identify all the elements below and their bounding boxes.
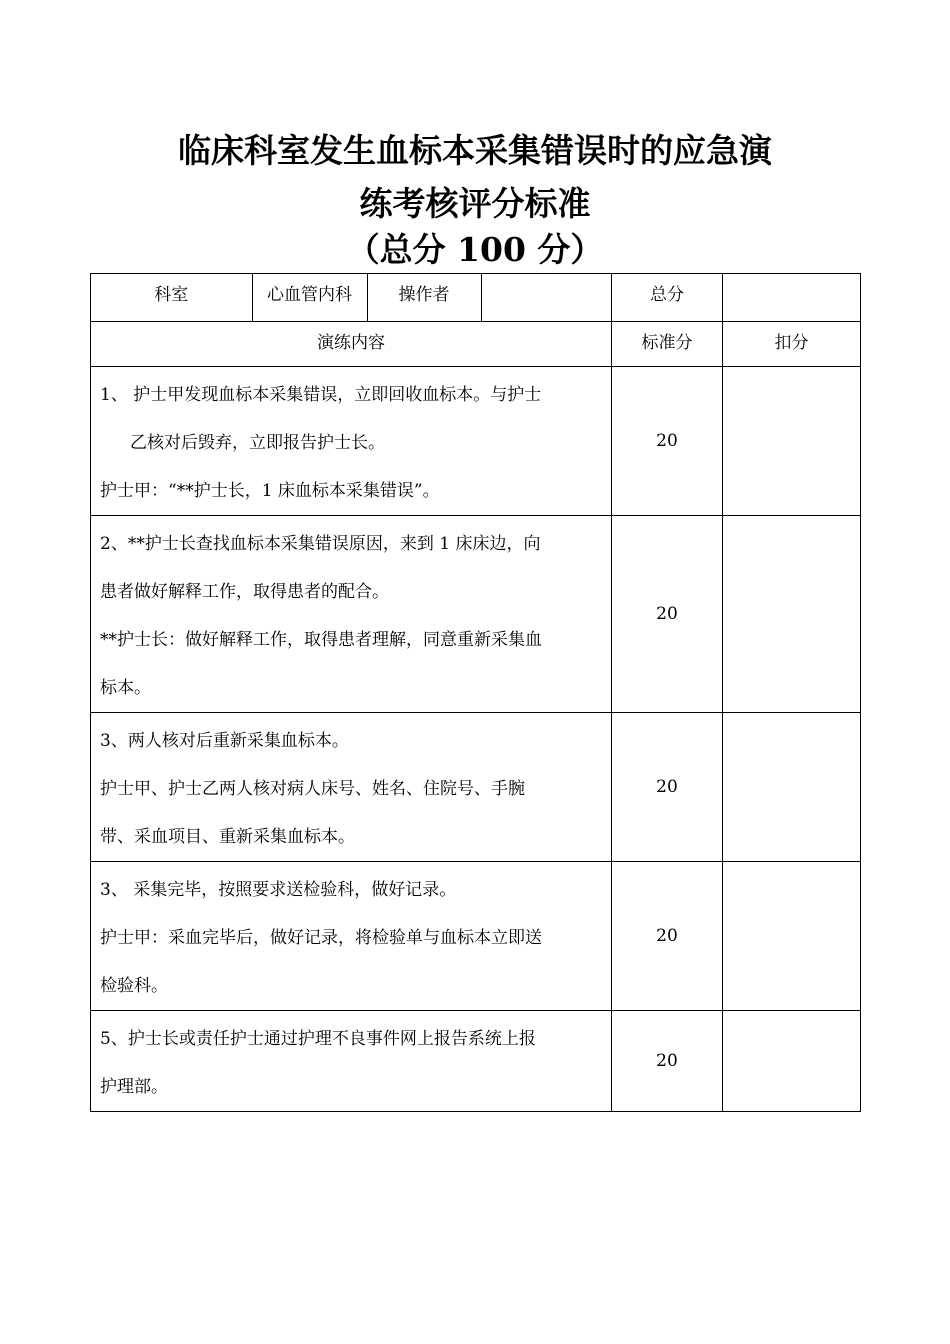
deduct-score <box>723 862 861 1011</box>
content-line: 5、护士长或责任护士通过护理不良事件网上报告系统上报 <box>100 1029 536 1049</box>
content-line: 护士甲：“**护士长，1 床血标本采集错误”。 <box>100 481 440 501</box>
standard-score: 20 <box>612 367 723 516</box>
standard-score: 20 <box>612 1011 723 1112</box>
content-line: 乙核对后毁弃，立即报告护士长。 <box>130 433 385 453</box>
table-row <box>91 367 861 516</box>
score-table <box>90 273 861 1112</box>
total-label: 总分 <box>612 274 723 322</box>
info-subtable <box>91 274 612 321</box>
info-cell <box>91 274 612 322</box>
drill-content <box>91 516 612 713</box>
document-title-line-1: 临床科室发生血标本采集错误时的应急演 <box>178 131 772 170</box>
document-title-line-2: 练考核评分标准 <box>359 184 591 223</box>
content-line: 护理部。 <box>100 1077 168 1097</box>
table-row <box>91 862 861 1011</box>
col-header-standard: 标准分 <box>612 322 723 367</box>
content-line: 3、 采集完毕，按照要求送检验科，做好记录。 <box>100 880 457 900</box>
deduct-score <box>723 1011 861 1112</box>
content-line: 带、采血项目、重新采集血标本。 <box>100 827 355 847</box>
content-line: 检验科。 <box>100 976 168 996</box>
drill-content <box>91 862 612 1011</box>
standard-score: 20 <box>612 862 723 1011</box>
column-header-row <box>91 322 861 367</box>
deduct-score <box>723 713 861 862</box>
standard-score: 20 <box>612 516 723 713</box>
content-line: 患者做好解释工作，取得患者的配合。 <box>100 582 389 602</box>
deduct-score <box>723 516 861 713</box>
content-line: 2、**护士长查找血标本采集错误原因，来到 1 床床边，向 <box>100 534 541 554</box>
operator-label: 操作者 <box>367 274 481 321</box>
content-line: **护士长：做好解释工作，取得患者理解，同意重新采集血 <box>100 630 542 650</box>
content-line: 标本。 <box>100 678 151 698</box>
content-line: 1、 护士甲发现血标本采集错误，立即回收血标本。与护士 <box>100 385 542 405</box>
table-row <box>91 516 861 713</box>
drill-content <box>91 367 612 516</box>
col-header-content: 演练内容 <box>91 322 612 367</box>
col-header-deduct: 扣分 <box>723 322 861 367</box>
table-row <box>91 1011 861 1112</box>
info-row <box>91 274 861 322</box>
standard-score: 20 <box>612 713 723 862</box>
dept-label: 科室 <box>91 274 252 321</box>
document-title-total-score: （总分 100 分） <box>346 230 604 269</box>
deduct-score <box>723 367 861 516</box>
content-line: 护士甲、护士乙两人核对病人床号、姓名、住院号、手腕 <box>100 779 525 799</box>
drill-content <box>91 713 612 862</box>
total-value <box>723 274 861 322</box>
content-line: 3、两人核对后重新采集血标本。 <box>100 731 349 751</box>
operator-value <box>481 274 612 321</box>
drill-content <box>91 1011 612 1112</box>
dept-value: 心血管内科 <box>252 274 367 321</box>
content-line: 护士甲：采血完毕后，做好记录，将检验单与血标本立即送 <box>100 928 542 948</box>
table-row <box>91 713 861 862</box>
